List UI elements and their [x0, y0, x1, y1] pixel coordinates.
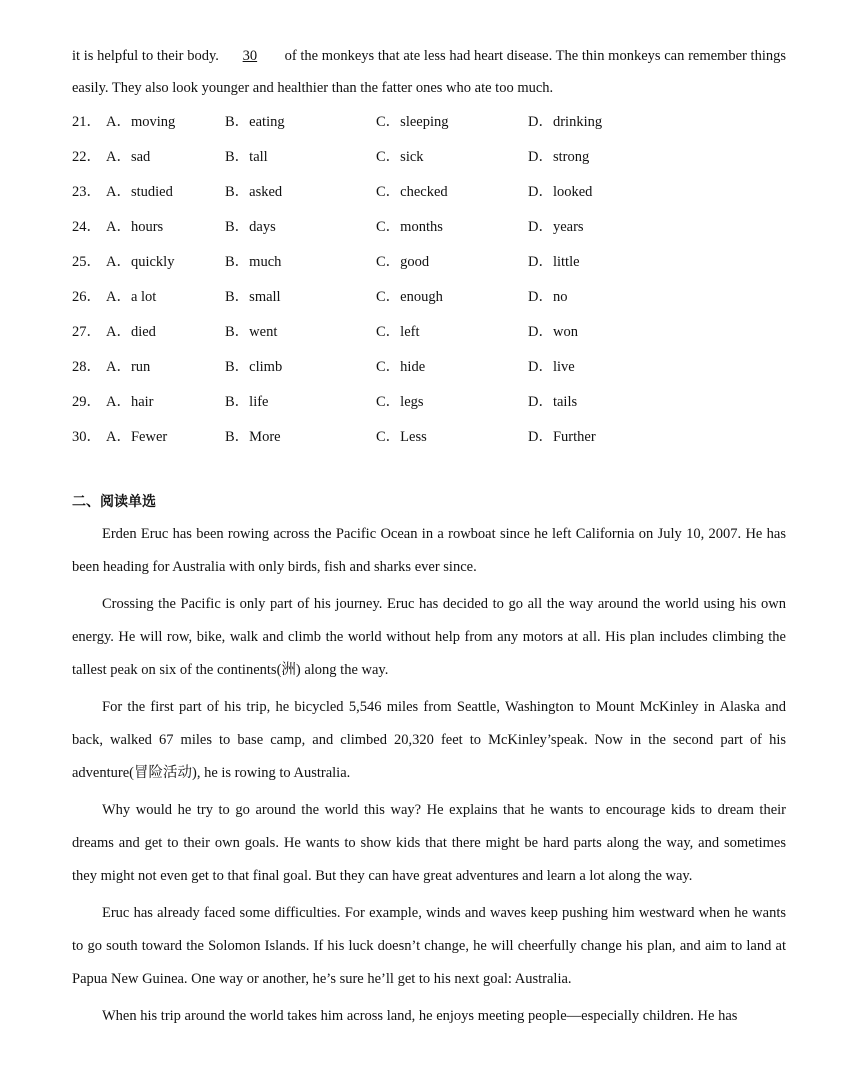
question-number: 26．	[72, 289, 101, 305]
question-row	[72, 320, 786, 355]
option-a: A．died	[106, 324, 156, 340]
question-number: 28．	[72, 359, 101, 375]
intro-paragraph	[72, 40, 786, 104]
option-b: B．tall	[225, 149, 268, 165]
option-a: A．hair	[106, 394, 154, 410]
option-b: B．climb	[225, 359, 283, 375]
question-number: 24．	[72, 219, 101, 235]
option-d: D．little	[528, 254, 580, 270]
passage-paragraph: Eruc has already faced some difficulties. For example, winds and waves keep pushing him westward when he wants to go south toward the Solomon Islands. If his luck doesn’t change, he will cheerfully change his plan, and aim to land at Papua New Guinea. One way or another, he’s sure he’ll get to his next goal: Australia.	[72, 905, 786, 987]
reading-passage	[72, 518, 786, 1033]
section-heading: 二、阅读单选	[72, 494, 156, 510]
option-a: A．a lot	[106, 289, 157, 305]
question-number: 30．	[72, 429, 101, 445]
question-row	[72, 390, 786, 425]
question-number: 21．	[72, 114, 101, 130]
question-row	[72, 145, 786, 180]
option-a: A．moving	[106, 114, 176, 130]
option-d: D．live	[528, 359, 575, 375]
option-c: C．legs	[376, 394, 424, 410]
option-a: A．quickly	[106, 254, 175, 270]
option-c: C．sick	[376, 149, 424, 165]
question-options-list	[72, 110, 786, 460]
option-c: C．months	[376, 219, 443, 235]
question-row	[72, 180, 786, 215]
question-row	[72, 110, 786, 145]
option-b: B．days	[225, 219, 276, 235]
option-a: A．run	[106, 359, 151, 375]
option-b: B．life	[225, 394, 269, 410]
question-row	[72, 355, 786, 390]
option-d: D．no	[528, 289, 568, 305]
passage-paragraph: For the first part of his trip, he bicycled 5,546 miles from Seattle, Washington to Mount McKinley in Alaska and back, walked 67 miles to base camp, and climbed 20,320 feet to McKinley’speak. Now in the second part of his adventure(冒险活动), he is rowing to Australia.	[72, 699, 786, 781]
intro-text-before: it is helpful to their body.	[72, 48, 219, 64]
option-b: B．eating	[225, 114, 285, 130]
option-c: C．sleeping	[376, 114, 449, 130]
option-b: B．much	[225, 254, 282, 270]
option-a: A．studied	[106, 184, 173, 200]
option-a: A．Fewer	[106, 429, 168, 445]
question-number: 22．	[72, 149, 101, 165]
question-row	[72, 215, 786, 250]
option-c: C．good	[376, 254, 430, 270]
option-d: D．looked	[528, 184, 593, 200]
option-c: C．Less	[376, 429, 427, 445]
question-row	[72, 425, 786, 460]
option-b: B．went	[225, 324, 278, 340]
option-d: D．strong	[528, 149, 590, 165]
passage-paragraph: Crossing the Pacific is only part of his journey. Eruc has decided to go all the way around the world using his own energy. He will row, bike, walk and climb the world without help from any motors at all. His plan includes climbing the tallest peak on six of the continents(洲) along the way.	[72, 596, 786, 678]
option-d: D．drinking	[528, 114, 603, 130]
question-number: 25．	[72, 254, 101, 270]
document-page	[72, 40, 786, 1037]
option-c: C．left	[376, 324, 420, 340]
option-d: D．tails	[528, 394, 578, 410]
passage-paragraph: When his trip around the world takes him across land, he enjoys meeting people—especially children. He has	[102, 1008, 738, 1024]
question-row	[72, 250, 786, 285]
intro-text-after: of the monkeys that ate less had heart disease. The thin monkeys can remember things easily. They also look younger and healthier than the fatter ones who ate too much.	[72, 48, 786, 96]
answer-blank-30: 30	[242, 48, 258, 64]
option-c: C．hide	[376, 359, 426, 375]
passage-paragraph: Why would he try to go around the world this way? He explains that he wants to encourage kids to dream their dreams and get to their own goals. He wants to show kids that there might be hard parts along the way, and sometimes they might not even get to that final goal. But they can have great adventures and learn a lot along the way.	[72, 802, 786, 884]
option-b: B．small	[225, 289, 281, 305]
option-c: C．checked	[376, 184, 448, 200]
option-a: A．sad	[106, 149, 151, 165]
option-d: D．Further	[528, 429, 596, 445]
option-a: A．hours	[106, 219, 164, 235]
question-number: 23．	[72, 184, 101, 200]
question-number: 29．	[72, 394, 101, 410]
passage-ending	[72, 40, 786, 104]
question-row	[72, 285, 786, 320]
option-b: B．More	[225, 429, 281, 445]
question-number: 27．	[72, 324, 101, 340]
option-d: D．won	[528, 324, 578, 340]
option-d: D．years	[528, 219, 584, 235]
option-c: C．enough	[376, 289, 443, 305]
passage-paragraph: Erden Eruc has been rowing across the Pacific Ocean in a rowboat since he left California on July 10, 2007. He has been heading for Australia with only birds, fish and sharks ever since.	[72, 526, 786, 575]
option-b: B．asked	[225, 184, 283, 200]
